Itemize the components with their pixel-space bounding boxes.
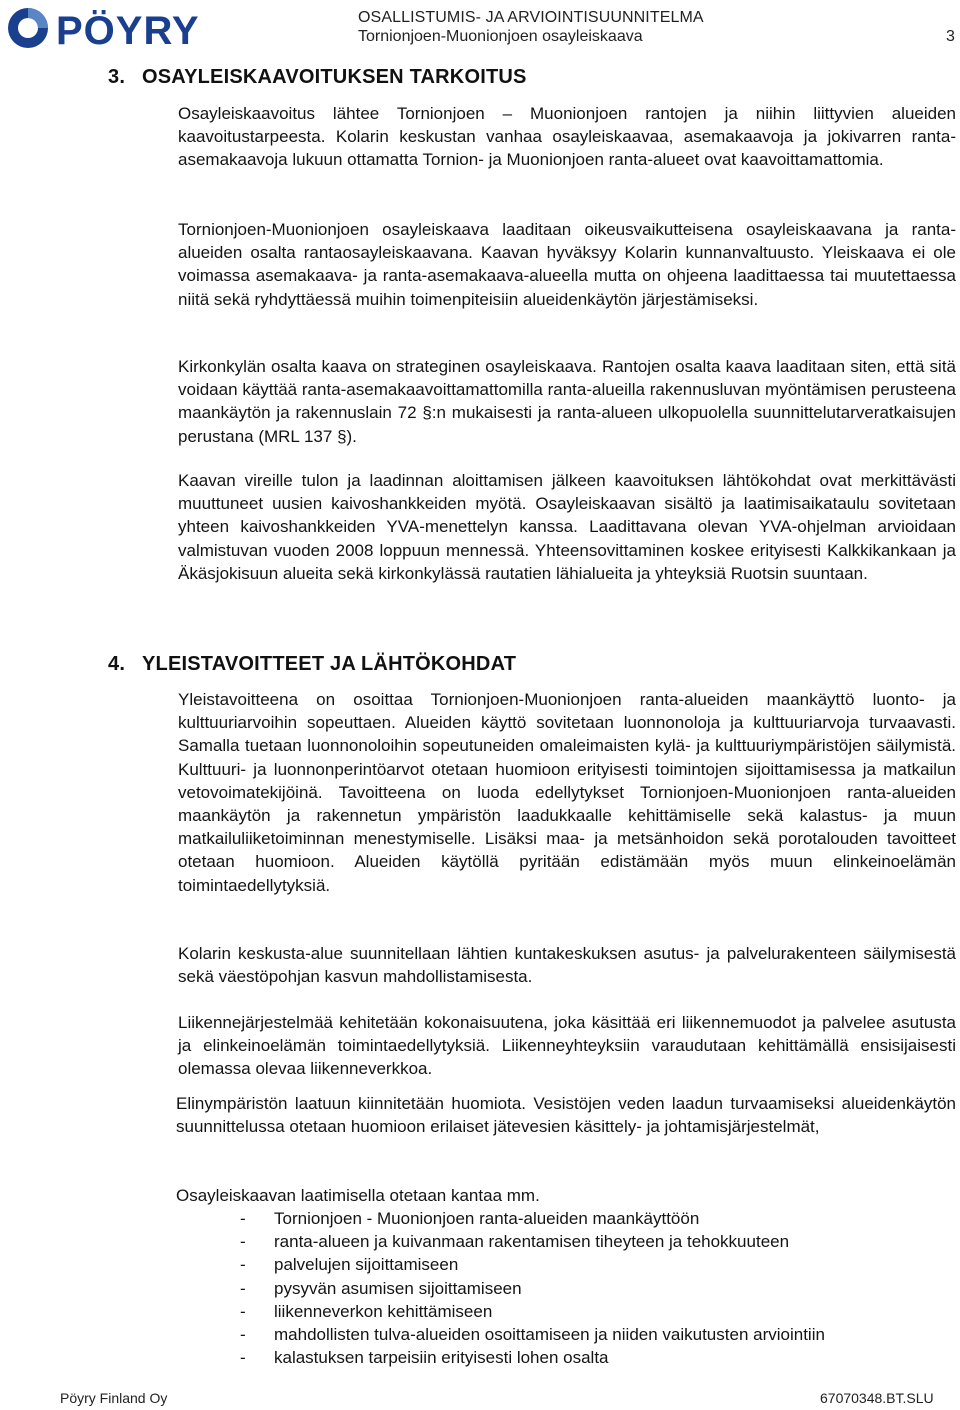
section-4-number: 4. <box>108 653 126 675</box>
list-item <box>240 1207 825 1230</box>
poyry-logo-mark <box>4 4 244 52</box>
section-4-paragraph: Liikennejärjestelmää kehitetään kokonaisuutena, joka käsittää eri liikennemuodot ja palvelee asutusta ja elinkeinoelämän toimintaedellytyksiä. Liikenneyhteyksiin varaudutaan kehittämällä ensisijaisesti olemassa olevaa liikenneverkkoa. <box>178 1013 956 1079</box>
section-3-paragraph: Kaavan vireille tulon ja laadinnan aloittamisen jälkeen kaavoituksen lähtökohdat ovat merkittävästi muuttuneet uusien kaivoshankkeiden myötä. Osayleiskaavan sisältö ja laatimisaikataulu sovitetaan yhteen kaivoshankkeiden YVA-menettelyn kanssa. Laadittavana olevan YVA-ohjelman arvioidaan valmistuvan vuoden 2008 loppuun mennessä. Yhteensovittaminen koskee erityisesti Kalkkikankaan ja Äkäsjokisuun alueita sekä kirkonkylässä rautatien lähialueita ja yhteyksiä Ruotsin suuntaan. <box>178 471 956 583</box>
page-number: 3 <box>946 28 955 45</box>
list-item <box>240 1253 825 1276</box>
section-4-title: YLEISTAVOITTEET JA LÄHTÖKOHDAT <box>142 653 517 675</box>
section-3-paragraph: Kirkonkylän osalta kaava on strateginen osayleiskaava. Rantojen osalta kaava laaditaan siten, että sitä voidaan käyttää ranta-asemakaavoittamattomilla ranta-alueilla rakennusluvan myöntämisen perusteena maankäytön ja rakennuslain 72 §:n mukaisesti ja ranta-alueen ulkopuolella suunnittelutarveratkaisujen perustana (MRL 137 §). <box>178 357 956 446</box>
goals-list <box>240 1207 825 1369</box>
section-3-paragraph: Osayleiskaavoitus lähtee Tornionjoen – Muonionjoen rantojen ja niihin liittyvien alueiden kaavoitustarpeesta. Kolarin keskustan vanhaa osayleiskaavaa, asemakaavoja ja jokivarren ranta-asemakaavoja lukuun ottamatta Tornion- ja Muonionjoen ranta-alueet ovat kaavoittamattomia. <box>178 104 956 170</box>
list-item <box>240 1230 825 1253</box>
section-3-paragraph: Tornionjoen-Muonionjoen osayleiskaava laaditaan oikeusvaikutteisena osayleiskaavana ja ranta-alueiden osalta rantaosayleiskaavana. Kaavan hyväksyy Kolarin kunnanvaltuusto. Yleiskaava ei ole voimassa asemakaava- ja ranta-asemakaava-alueella mutta on ohjeena laadittaessa tai muutettaessa niitä sekä ryhdyttäessä muihin toimenpiteisiin alueidenkäytön järjestämiseksi. <box>178 220 956 309</box>
list-item-text: pysyvän asumisen sijoittamiseen <box>274 1278 522 1298</box>
list-item-text: ranta-alueen ja kuivanmaan rakentamisen tiheyteen ja tehokkuuteen <box>274 1232 790 1252</box>
list-item <box>240 1277 825 1300</box>
list-item-text: liikenneverkon kehittämiseen <box>274 1301 493 1321</box>
section-3-heading <box>108 66 527 89</box>
list-item <box>240 1323 825 1346</box>
list-dash: - <box>240 1255 246 1275</box>
list-item <box>240 1300 825 1323</box>
section-4-heading <box>108 653 516 676</box>
section-4-paragraph: Elinympäristön laatuun kiinnitetään huomiota. Vesistöjen veden laadun turvaamiseksi alueidenkäytön suunnittelussa otetaan huomioon erilaiset jätevesien käsittely- ja johtamisjärjestelmät, <box>176 1094 956 1137</box>
list-dash: - <box>240 1278 246 1298</box>
section-3-number: 3. <box>108 66 126 88</box>
list-item-text: kalastuksen tarpeisiin erityisesti lohen osalta <box>274 1348 609 1368</box>
list-item-text: palvelujen sijoittamiseen <box>274 1255 459 1275</box>
section-4-paragraph: Yleistavoitteena on osoittaa Tornionjoen-Muonionjoen ranta-alueiden maankäyttö luonto- ja kulttuuriarvoihin sopeuttaen. Alueiden käyttö sovitetaan luonnonoloja ja kulttuuriarvoja turvaavasti. Samalla tuetaan luonnonoloihin sopeutuneiden omaleimaisten kylä- ja kulttuuriympäristöjen säilymistä. Kulttuuri- ja luonnonperintöarvot otetaan huomioon erityisesti toimintojen sijoittamisessa ja matkailun vetovoimatekijöinä. Tavoitteena on luoda edellytykset Tornionjoen-Muonionjoen ranta-alueiden maankäytön ja rakennetun ympäristön laadukkaalle kehittämiselle sekä kalastus- ja muun matkailuliiketoiminnan menestymiselle. Lisäksi maa- ja metsänhoidon sekä porotalouden tavoitteet otetaan huomioon. Alueiden käytöllä pyritään edistämään myös muun elinkeinoelämän toimintaedellytyksiä. <box>178 690 956 895</box>
list-dash: - <box>240 1348 246 1368</box>
section-4-paragraph: Osayleiskaavan laatimisella otetaan kantaa mm. <box>176 1186 540 1205</box>
list-dash: - <box>240 1209 246 1228</box>
list-item-text: mahdollisten tulva-alueiden osoittamiseen ja niiden vaikutusten arviointiin <box>274 1325 825 1345</box>
section-4-paragraph: Kolarin keskusta-alue suunnitellaan lähtien kuntakeskuksen asutus- ja palvelurakenteen säilymisestä sekä väestöpohjan kasvun mahdollistamisesta. <box>178 944 956 987</box>
list-dash: - <box>240 1232 246 1252</box>
logo-text: PÖYRY <box>56 9 200 52</box>
section-3-title: OSAYLEISKAAVOITUKSEN TARKOITUS <box>142 66 527 88</box>
poyry-logo <box>4 4 244 52</box>
footer-document-code: 67070348.BT.SLU <box>820 1390 934 1406</box>
document-type: OSALLISTUMIS- JA ARVIOINTISUUNNITELMA <box>358 9 704 26</box>
list-dash: - <box>240 1325 246 1345</box>
list-dash: - <box>240 1301 246 1321</box>
list-item <box>240 1346 825 1369</box>
list-item-text: Tornionjoen - Muonionjoen ranta-alueiden maankäyttöön <box>274 1209 700 1228</box>
document-subtitle: Tornionjoen-Muonionjoen osayleiskaava <box>358 28 643 45</box>
footer-company: Pöyry Finland Oy <box>60 1390 168 1406</box>
